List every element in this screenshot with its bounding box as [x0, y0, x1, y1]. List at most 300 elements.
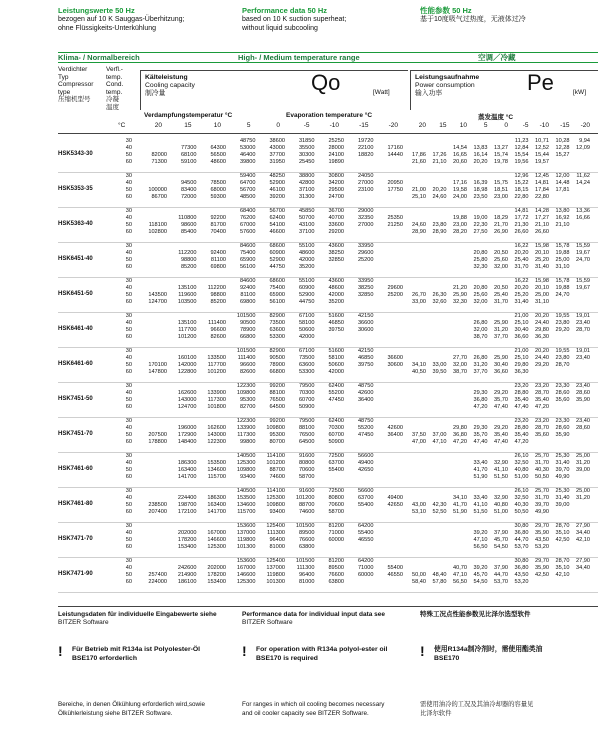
- compressor-label-cn: 压缩机型号: [58, 96, 91, 103]
- capacity-cell: 58700: [298, 474, 315, 480]
- capacity-cell: 65900: [239, 257, 256, 263]
- power-cell: 21,10: [555, 222, 570, 228]
- power-cell: 12,45: [535, 173, 549, 179]
- capacity-cell: 49400: [357, 460, 374, 466]
- capacity-cell: 59300: [210, 194, 226, 200]
- power-cell: 21,70: [494, 222, 508, 228]
- evap-label-de: Verdampfungstemperatur °C: [144, 112, 233, 119]
- power-cell: 26,80: [473, 320, 488, 326]
- capacity-cell: 119800: [266, 572, 285, 578]
- power-cell: 37,90: [494, 565, 508, 571]
- capacity-cell: 48600: [328, 285, 344, 291]
- power-cell: 23,00: [453, 222, 467, 228]
- capacity-cell: 23100: [357, 187, 374, 193]
- capacity-row: [140, 229, 408, 236]
- capacity-cell: 86700: [151, 194, 167, 200]
- header-de-line2: ohne Flüssigkeits-Unterkühlung: [58, 25, 157, 32]
- pwr-label-cn: 输入功率: [415, 90, 443, 97]
- power-cell: 35,90: [535, 530, 549, 536]
- power-cell: 20,20: [514, 250, 529, 256]
- capacity-cell: 103500: [177, 299, 197, 305]
- header-en-title: Performance data 50 Hz: [242, 6, 328, 15]
- power-cell: 16,92: [555, 215, 570, 221]
- capacity-cell: 56100: [269, 299, 285, 305]
- capacity-cell: 147800: [148, 369, 167, 375]
- capacity-cell: 68400: [239, 208, 256, 214]
- model-block: [58, 243, 598, 278]
- power-cell: 20,80: [473, 285, 488, 291]
- capacity-cell: 48750: [357, 383, 374, 389]
- power-cell: 20,20: [473, 159, 488, 165]
- cond-temp: 50: [125, 572, 132, 578]
- capacity-cell: 46850: [357, 355, 374, 361]
- capacity-cell: 99800: [239, 439, 256, 445]
- power-cell: 39,70: [535, 502, 549, 508]
- footer-en-line2: BITZER Software: [242, 619, 293, 626]
- capacity-row: [140, 565, 408, 572]
- capacity-cell: 100000: [148, 187, 167, 193]
- capacity-cell: 76600: [298, 537, 315, 543]
- capacity-cell: 101300: [266, 579, 285, 585]
- capacity-cell: 141700: [177, 474, 197, 480]
- capacity-cell: 196000: [177, 425, 197, 431]
- power-cell: 19,78: [494, 159, 508, 165]
- capacity-cell: 60700: [298, 397, 315, 403]
- warning-icon: !: [420, 643, 425, 659]
- model-block: [58, 523, 598, 558]
- capacity-cell: 238500: [148, 502, 167, 508]
- cond-temp: 30: [125, 138, 132, 144]
- capacity-cell: 117300: [237, 432, 256, 438]
- power-cell: 32,90: [494, 495, 508, 501]
- power-cell: 25,30: [555, 488, 570, 494]
- footer-de-line1: Leistungsdaten für individuelle Eingabewerte siehe: [58, 611, 217, 618]
- power-cell: 28,60: [576, 425, 590, 431]
- power-cell: 32,50: [514, 495, 529, 501]
- power-cell: 16,65: [453, 152, 467, 158]
- capacity-cell: 142000: [177, 362, 197, 368]
- capacity-cell: 83400: [180, 187, 197, 193]
- cond-temp: 40: [125, 250, 132, 256]
- power-cell: 29,80: [453, 425, 467, 431]
- power-cell: 31,40: [555, 460, 570, 466]
- power-cell: 33,40: [473, 460, 488, 466]
- power-cell: 20,10: [535, 250, 549, 256]
- power-cell: 36,80: [514, 530, 529, 536]
- capacity-cell: 117300: [207, 397, 226, 403]
- capacity-cell: 60900: [269, 250, 285, 256]
- power-cell: 20,20: [514, 285, 529, 291]
- cond-temp: 40: [125, 215, 132, 221]
- power-cell: 23,00: [494, 194, 508, 200]
- capacity-cell: 44750: [269, 264, 285, 270]
- note-cn: [420, 700, 600, 718]
- power-cell: 11,62: [576, 173, 590, 179]
- power-cell: 25,20: [535, 257, 549, 263]
- power-cell: 40,30: [535, 467, 549, 473]
- power-row: [410, 159, 598, 166]
- power-row: [410, 362, 598, 369]
- capacity-cell: 67100: [298, 313, 315, 319]
- power-cell: 42,50: [535, 572, 549, 578]
- power-cell: 37,90: [494, 530, 508, 536]
- power-cell: 12,28: [555, 145, 570, 151]
- capacity-cell: 146600: [236, 572, 256, 578]
- capacity-cell: 18820: [357, 152, 374, 158]
- power-cell: 47,10: [432, 439, 447, 445]
- power-cell: 28,80: [514, 425, 529, 431]
- power-row: [410, 334, 598, 341]
- power-cell: 23,20: [514, 418, 529, 424]
- capacity-cell: 36600: [357, 320, 374, 326]
- power-row: [410, 460, 598, 467]
- power-row: [410, 523, 598, 530]
- power-cell: 53,10: [412, 509, 426, 515]
- capacity-cell: 31300: [298, 194, 315, 200]
- capacity-cell: 42650: [357, 467, 374, 473]
- capacity-cell: 37700: [269, 152, 285, 158]
- power-cell: 47,10: [473, 537, 488, 543]
- capacity-values: [140, 383, 408, 411]
- power-cell: 21,00: [514, 348, 529, 354]
- cond-temp-label: [106, 66, 134, 111]
- power-cell: 17,27: [535, 215, 549, 221]
- cap-temp-tick: -20: [388, 122, 398, 129]
- cond-temp: 40: [125, 355, 132, 361]
- power-cell: 14,48: [555, 180, 570, 186]
- capacity-cell: 117700: [178, 327, 197, 333]
- power-cell: 32,00: [473, 327, 488, 333]
- capacity-cell: 50600: [328, 362, 344, 368]
- power-cell: 28,60: [555, 390, 570, 396]
- power-cell: 53,70: [514, 544, 529, 550]
- capacity-row: [140, 187, 408, 194]
- capacity-cell: 59400: [239, 173, 256, 179]
- power-row: [410, 313, 598, 320]
- power-cell: 39,20: [473, 530, 488, 536]
- cond-temp: 60: [125, 544, 132, 550]
- power-cell: 52,50: [432, 509, 447, 515]
- power-cell: 12,09: [576, 145, 590, 151]
- power-cell: 40,50: [412, 369, 426, 375]
- pwr-temp-tick: -20: [580, 122, 590, 129]
- warning-icon: !: [242, 643, 247, 659]
- capacity-cell: 101500: [295, 558, 315, 564]
- capacity-row: [140, 474, 408, 481]
- power-cell: 16,22: [514, 243, 529, 249]
- capacity-cell: 114100: [266, 453, 285, 459]
- capacity-cell: 114100: [266, 488, 285, 494]
- warning-cn-a: 使用R134a制冷剂时，需使用酯类油: [434, 646, 543, 653]
- capacity-cell: 122300: [236, 418, 256, 424]
- capacity-cell: 198700: [177, 502, 197, 508]
- capacity-cell: 92400: [210, 250, 226, 256]
- capacity-cell: 39800: [239, 159, 256, 165]
- cond-temps: [118, 453, 132, 481]
- capacity-cell: 88100: [298, 425, 315, 431]
- power-cell: 13,80: [555, 208, 570, 214]
- cond-label-en: Cond.: [106, 81, 124, 88]
- power-cell: 30,40: [494, 362, 508, 368]
- capacity-cell: 38250: [328, 250, 344, 256]
- power-cell: 19,88: [453, 215, 467, 221]
- capacity-cell: 153600: [236, 523, 256, 529]
- power-cell: 47,00: [412, 439, 426, 445]
- capacity-cell: 125300: [266, 495, 285, 501]
- capacity-cell: 42000: [298, 334, 315, 340]
- cond-temp: 50: [125, 467, 132, 473]
- power-cell: 51,50: [473, 509, 488, 515]
- footer-en-line1: Performance data for individual input data see: [242, 611, 386, 618]
- capacity-cell: 92200: [210, 215, 226, 221]
- cond-temp: 30: [125, 558, 132, 564]
- capacity-cell: 133900: [236, 425, 256, 431]
- capacity-cell: 112200: [178, 250, 197, 256]
- power-cell: 17,72: [514, 215, 529, 221]
- capacity-cell: 14440: [387, 152, 403, 158]
- capacity-cell: 30300: [298, 152, 315, 158]
- capacity-cell: 29600: [387, 285, 403, 291]
- capacity-row: [140, 418, 408, 425]
- capacity-cell: 101500: [236, 313, 256, 319]
- power-cell: 25,00: [555, 257, 570, 263]
- capacity-cell: 224000: [148, 579, 167, 585]
- power-cell: 15,78: [555, 243, 570, 249]
- capacity-cell: 214900: [177, 572, 197, 578]
- cond-temp: 30: [125, 383, 132, 389]
- power-cell: 38,70: [473, 334, 488, 340]
- power-cell: 23,20: [535, 418, 549, 424]
- capacity-cell: 68600: [269, 278, 285, 284]
- cond-temp: 30: [125, 278, 132, 284]
- power-cell: 32,00: [453, 362, 467, 368]
- cap-temp-tick: -5: [303, 122, 310, 129]
- capacity-cell: 51600: [328, 313, 344, 319]
- capacity-cell: 85400: [180, 229, 197, 235]
- capacity-cell: 71300: [151, 159, 167, 165]
- power-cell: 25,20: [514, 292, 529, 298]
- capacity-cell: 25200: [387, 292, 403, 298]
- power-cell: 40,70: [453, 565, 467, 571]
- footer-en: [242, 611, 412, 627]
- power-cell: 25,70: [535, 453, 549, 459]
- capacity-cell: 30600: [387, 362, 403, 368]
- capacity-cell: 96600: [210, 327, 226, 333]
- capacity-cell: 207400: [148, 509, 167, 515]
- capacity-cell: 153400: [207, 579, 226, 585]
- cond-temp: 60: [125, 579, 132, 585]
- capacity-cell: 42150: [357, 313, 374, 319]
- power-cell: 37,50: [412, 432, 426, 438]
- power-cell: 21,10: [535, 222, 549, 228]
- cond-temps: [118, 418, 132, 446]
- capacity-cell: 48750: [239, 138, 256, 144]
- capacity-cell: 207500: [148, 432, 167, 438]
- power-cell: 16,14: [473, 152, 488, 158]
- capacity-cell: 125300: [236, 579, 256, 585]
- cap-symbol: Qo: [311, 70, 341, 95]
- power-cell: 51,90: [453, 509, 467, 515]
- power-row: [410, 250, 598, 257]
- capacity-cell: 70300: [328, 425, 344, 431]
- cond-temp: 60: [125, 264, 132, 270]
- power-cell: 15,54: [514, 152, 529, 158]
- capacity-cell: 46100: [269, 187, 285, 193]
- capacity-cell: 88700: [298, 502, 315, 508]
- cap-unit: [Watt]: [373, 89, 390, 96]
- footer-cn-line1: 特殊工况点性能参数见比泽尔选型软件: [420, 611, 531, 618]
- power-cell: 17,26: [432, 152, 447, 158]
- power-cell: 51,00: [494, 509, 508, 515]
- power-cell: 35,40: [514, 397, 529, 403]
- capacity-cell: 47450: [328, 397, 344, 403]
- capacity-cell: 95300: [269, 432, 285, 438]
- capacity-cell: 39750: [357, 362, 374, 368]
- power-cell: 24,70: [555, 292, 570, 298]
- power-cell: 28,90: [432, 229, 447, 235]
- capacity-cell: 186300: [177, 460, 197, 466]
- cond-temp: 60: [125, 334, 132, 340]
- power-cell: 19,01: [576, 348, 590, 354]
- capacity-cell: 115700: [207, 474, 226, 480]
- power-cell: 49,90: [535, 509, 549, 515]
- capacity-cell: 55400: [357, 502, 374, 508]
- cond-temp: 60: [125, 299, 132, 305]
- capacity-cell: 60000: [328, 537, 344, 543]
- cond-temp: 50: [125, 432, 132, 438]
- capacity-cell: 96400: [269, 537, 285, 543]
- power-cell: 47,40: [494, 404, 508, 410]
- power-cell: 32,30: [473, 264, 488, 270]
- capacity-cell: 31950: [269, 159, 285, 165]
- power-cell: 50,00: [412, 572, 426, 578]
- capacity-cell: 125400: [266, 558, 285, 564]
- power-cell: 19,55: [555, 348, 570, 354]
- capacity-cell: 32850: [328, 257, 344, 263]
- capacity-cell: 89500: [328, 565, 344, 571]
- capacity-cell: 143000: [177, 397, 197, 403]
- power-cell: 16,39: [473, 180, 488, 186]
- power-consumption-header: [410, 70, 598, 110]
- power-row: [410, 173, 598, 180]
- capacity-cell: 32850: [357, 292, 374, 298]
- power-cell: 40,30: [514, 502, 529, 508]
- power-cell: 48,40: [432, 572, 447, 578]
- capacity-cell: 111400: [237, 355, 256, 361]
- cond-temp: 40: [125, 390, 132, 396]
- capacity-cell: 140500: [236, 488, 256, 494]
- capacity-values: [140, 138, 408, 166]
- power-cell: 28,70: [576, 327, 590, 333]
- capacity-row: [140, 404, 408, 411]
- power-cell: 51,50: [494, 474, 508, 480]
- power-cell: 31,70: [494, 299, 508, 305]
- power-row: [410, 278, 598, 285]
- capacity-row: [140, 544, 408, 551]
- pwr-temp-tick: 20: [418, 122, 426, 129]
- power-cell: 21,60: [412, 159, 426, 165]
- capacity-cell: 35200: [328, 299, 344, 305]
- cond-temp: 60: [125, 474, 132, 480]
- capacity-cell: 140500: [236, 453, 256, 459]
- power-row: [410, 208, 598, 215]
- power-cell: 11,23: [514, 138, 529, 144]
- capacity-row: [140, 194, 408, 201]
- power-values: [410, 243, 598, 271]
- capacity-cell: 101500: [236, 348, 256, 354]
- pwr-label-de: Leistungsaufnahme: [415, 74, 480, 81]
- warning-de-a: Für Betrieb mit R134a ist Polyolester-Öl: [72, 646, 201, 653]
- power-cell: 20,20: [432, 187, 447, 193]
- cond-label-cn: 冷凝: [106, 96, 119, 103]
- capacity-cell: 48750: [357, 418, 374, 424]
- capacity-cell: 46400: [239, 152, 256, 158]
- power-cell: 26,10: [514, 453, 529, 459]
- capacity-cell: 50900: [298, 404, 315, 410]
- power-values: [410, 313, 598, 341]
- power-row: [410, 579, 598, 586]
- power-cell: 29,20: [555, 327, 570, 333]
- power-cell: 35,40: [514, 432, 529, 438]
- capacity-cell: 82600: [239, 369, 256, 375]
- capacity-cell: 68100: [180, 152, 197, 158]
- capacity-cell: 153600: [236, 558, 256, 564]
- power-cell: 15,98: [535, 278, 549, 284]
- evap-label-en: Evaporation temperature °C: [286, 112, 373, 119]
- power-cell: 21,00: [412, 187, 426, 193]
- capacity-cell: 44750: [298, 299, 315, 305]
- cond-temp: 50: [125, 502, 132, 508]
- cap-label-de: Kälteleistung: [145, 74, 188, 81]
- capacity-cell: 70600: [328, 502, 344, 508]
- cond-temp: 60: [125, 439, 132, 445]
- cond-temp: 40: [125, 180, 132, 186]
- cond-temp: 60: [125, 194, 132, 200]
- capacity-cell: 69800: [210, 264, 226, 270]
- cond-temp: 60: [125, 509, 132, 515]
- power-cell: 51,00: [514, 474, 529, 480]
- pwr-temp-tick: 0: [504, 122, 508, 129]
- capacity-cell: 29600: [357, 250, 374, 256]
- power-cell: 25,90: [494, 355, 508, 361]
- capacity-cell: 76200: [239, 215, 256, 221]
- capacity-cell: 72000: [180, 194, 197, 200]
- capacity-cell: 153500: [236, 495, 256, 501]
- power-cell: 53,20: [514, 579, 529, 585]
- capacity-cell: 46550: [387, 572, 403, 578]
- capacity-cell: 75400: [239, 250, 256, 256]
- model-block: [58, 208, 598, 243]
- power-cell: 47,10: [453, 572, 467, 578]
- power-row: [410, 264, 598, 271]
- cond-temp: 40: [125, 495, 132, 501]
- power-cell: 35,60: [555, 397, 570, 403]
- power-cell: 19,67: [576, 250, 590, 256]
- power-cell: 15,27: [555, 152, 570, 158]
- capacity-cell: 36400: [357, 397, 374, 403]
- power-cell: 32,00: [494, 264, 508, 270]
- power-cell: 32,60: [432, 299, 447, 305]
- power-row: [410, 229, 598, 236]
- capacity-cell: 29000: [357, 208, 374, 214]
- note-cn-a: 需使用油冷的工况及其油冷却器的容量见: [420, 701, 534, 708]
- capacity-cell: 88700: [269, 467, 285, 473]
- model-name: HSK5353-35: [58, 186, 93, 192]
- capacity-cell: 33950: [357, 278, 374, 284]
- capacity-cell: 80800: [328, 495, 344, 501]
- power-row: [410, 187, 598, 194]
- model-name: HSK6461-60: [58, 361, 93, 367]
